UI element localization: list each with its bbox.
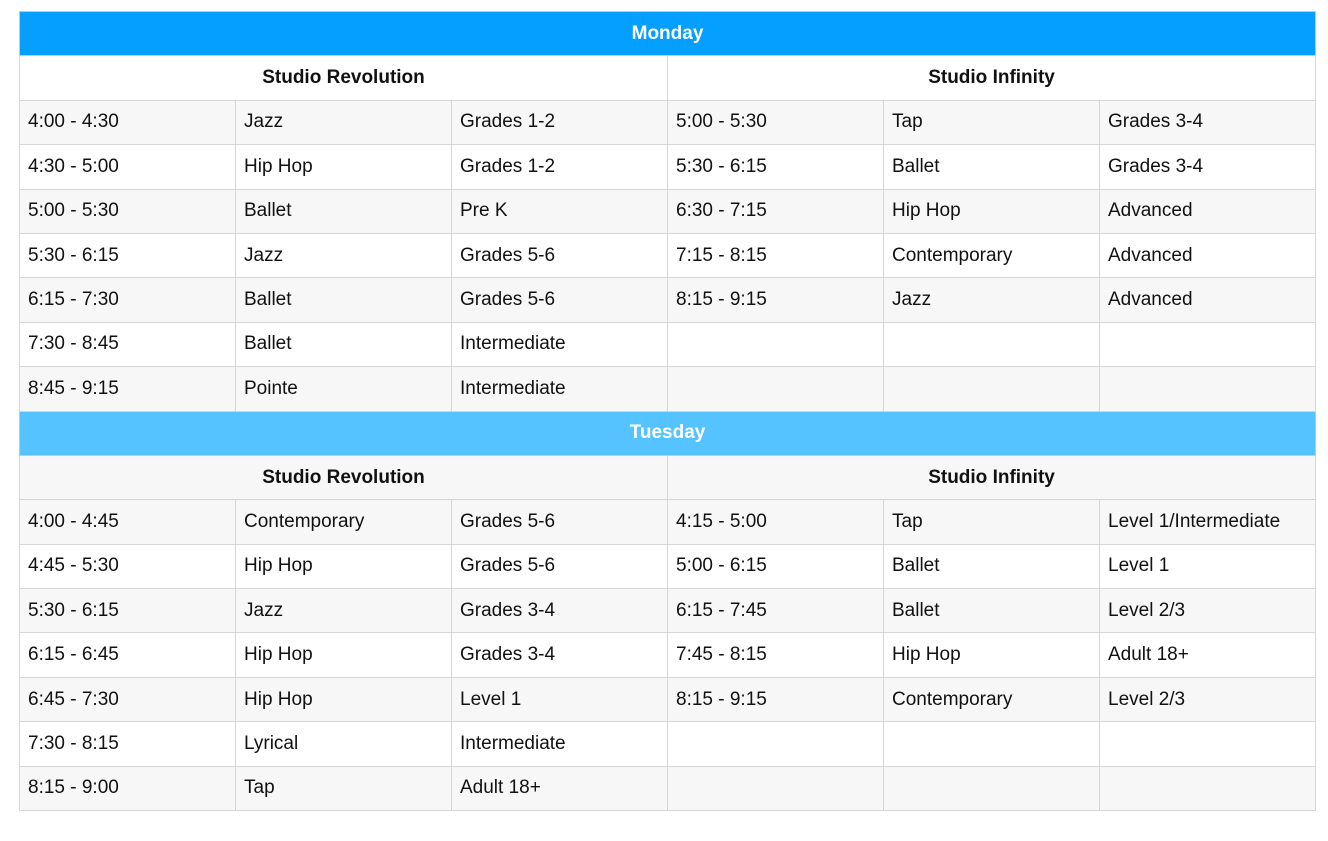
- time-cell: 4:00 - 4:45: [20, 500, 236, 544]
- studio-name: Studio Infinity: [668, 455, 1316, 499]
- level-cell: Grades 3-4: [1100, 100, 1316, 144]
- class-cell: Jazz: [236, 100, 452, 144]
- class-cell: Hip Hop: [884, 633, 1100, 677]
- table-row: [20, 322, 1316, 366]
- time-cell: [668, 722, 884, 766]
- time-cell: [668, 766, 884, 810]
- time-cell: 5:30 - 6:15: [20, 233, 236, 277]
- time-cell: 6:15 - 6:45: [20, 633, 236, 677]
- class-cell: Tap: [236, 766, 452, 810]
- day-header-tuesday: [20, 411, 1316, 455]
- time-cell: 4:45 - 5:30: [20, 544, 236, 588]
- time-cell: 6:15 - 7:30: [20, 278, 236, 322]
- studio-name: Studio Revolution: [20, 455, 668, 499]
- class-cell: Hip Hop: [236, 633, 452, 677]
- time-cell: 5:30 - 6:15: [668, 145, 884, 189]
- class-cell: Jazz: [236, 589, 452, 633]
- table-row: [20, 633, 1316, 677]
- table-row: [20, 589, 1316, 633]
- level-cell: Grades 5-6: [452, 278, 668, 322]
- level-cell: Pre K: [452, 189, 668, 233]
- time-cell: 7:30 - 8:15: [20, 722, 236, 766]
- level-cell: Intermediate: [452, 722, 668, 766]
- level-cell: Grades 3-4: [1100, 145, 1316, 189]
- studio-name: Studio Revolution: [20, 56, 668, 100]
- schedule-table: [19, 11, 1316, 811]
- class-cell: Ballet: [884, 145, 1100, 189]
- time-cell: 7:15 - 8:15: [668, 233, 884, 277]
- table-row: [20, 100, 1316, 144]
- table-row: [20, 145, 1316, 189]
- time-cell: [668, 322, 884, 366]
- class-cell: [884, 367, 1100, 411]
- class-cell: [884, 322, 1100, 366]
- class-cell: Ballet: [236, 278, 452, 322]
- time-cell: 8:15 - 9:00: [20, 766, 236, 810]
- time-cell: [668, 367, 884, 411]
- studio-name: Studio Infinity: [668, 56, 1316, 100]
- level-cell: Grades 5-6: [452, 233, 668, 277]
- level-cell: [1100, 766, 1316, 810]
- schedule-body: [20, 12, 1316, 811]
- studio-header-row: [20, 56, 1316, 100]
- level-cell: Level 2/3: [1100, 589, 1316, 633]
- time-cell: 8:45 - 9:15: [20, 367, 236, 411]
- level-cell: Grades 3-4: [452, 589, 668, 633]
- day-title: Tuesday: [20, 411, 1316, 455]
- class-cell: Jazz: [236, 233, 452, 277]
- level-cell: Grades 5-6: [452, 500, 668, 544]
- level-cell: Advanced: [1100, 189, 1316, 233]
- table-row: [20, 766, 1316, 810]
- time-cell: 7:45 - 8:15: [668, 633, 884, 677]
- day-title: Monday: [20, 12, 1316, 56]
- class-cell: Ballet: [236, 189, 452, 233]
- table-row: [20, 722, 1316, 766]
- class-cell: Jazz: [884, 278, 1100, 322]
- time-cell: 7:30 - 8:45: [20, 322, 236, 366]
- class-cell: Ballet: [236, 322, 452, 366]
- class-cell: Hip Hop: [236, 145, 452, 189]
- studio-header-row: [20, 455, 1316, 499]
- time-cell: 8:15 - 9:15: [668, 677, 884, 721]
- table-row: [20, 500, 1316, 544]
- level-cell: Adult 18+: [1100, 633, 1316, 677]
- level-cell: Grades 3-4: [452, 633, 668, 677]
- level-cell: Intermediate: [452, 367, 668, 411]
- class-cell: [884, 722, 1100, 766]
- time-cell: 6:15 - 7:45: [668, 589, 884, 633]
- time-cell: 6:45 - 7:30: [20, 677, 236, 721]
- time-cell: 5:00 - 5:30: [668, 100, 884, 144]
- class-cell: Tap: [884, 100, 1100, 144]
- class-cell: Ballet: [884, 544, 1100, 588]
- table-row: [20, 278, 1316, 322]
- time-cell: 5:00 - 5:30: [20, 189, 236, 233]
- table-row: [20, 544, 1316, 588]
- level-cell: [1100, 367, 1316, 411]
- level-cell: Intermediate: [452, 322, 668, 366]
- level-cell: Level 2/3: [1100, 677, 1316, 721]
- table-row: [20, 189, 1316, 233]
- class-cell: Contemporary: [884, 233, 1100, 277]
- time-cell: 8:15 - 9:15: [668, 278, 884, 322]
- time-cell: 5:30 - 6:15: [20, 589, 236, 633]
- level-cell: Grades 5-6: [452, 544, 668, 588]
- level-cell: Grades 1-2: [452, 145, 668, 189]
- level-cell: Level 1/Intermediate: [1100, 500, 1316, 544]
- level-cell: Level 1: [452, 677, 668, 721]
- time-cell: 4:30 - 5:00: [20, 145, 236, 189]
- level-cell: Grades 1-2: [452, 100, 668, 144]
- time-cell: 6:30 - 7:15: [668, 189, 884, 233]
- table-row: [20, 677, 1316, 721]
- class-cell: Lyrical: [236, 722, 452, 766]
- time-cell: 4:00 - 4:30: [20, 100, 236, 144]
- class-cell: Ballet: [884, 589, 1100, 633]
- level-cell: Advanced: [1100, 233, 1316, 277]
- level-cell: Adult 18+: [452, 766, 668, 810]
- table-row: [20, 233, 1316, 277]
- level-cell: Advanced: [1100, 278, 1316, 322]
- level-cell: [1100, 322, 1316, 366]
- time-cell: 5:00 - 6:15: [668, 544, 884, 588]
- class-cell: [884, 766, 1100, 810]
- class-cell: Hip Hop: [884, 189, 1100, 233]
- class-cell: Tap: [884, 500, 1100, 544]
- class-cell: Contemporary: [236, 500, 452, 544]
- class-cell: Hip Hop: [236, 544, 452, 588]
- day-header-monday: [20, 12, 1316, 56]
- level-cell: Level 1: [1100, 544, 1316, 588]
- class-cell: Hip Hop: [236, 677, 452, 721]
- time-cell: 4:15 - 5:00: [668, 500, 884, 544]
- class-cell: Pointe: [236, 367, 452, 411]
- table-row: [20, 367, 1316, 411]
- class-cell: Contemporary: [884, 677, 1100, 721]
- level-cell: [1100, 722, 1316, 766]
